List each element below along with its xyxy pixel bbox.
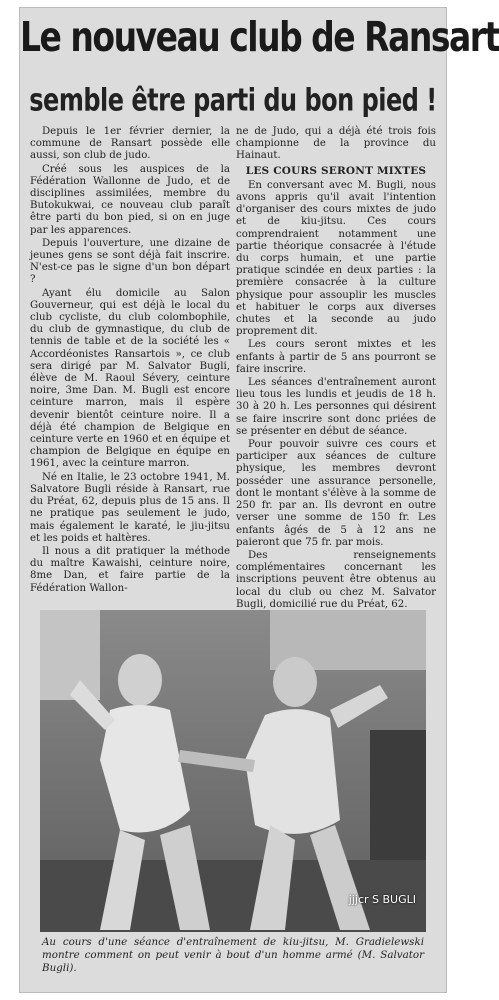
paragraph: Pour pouvoir suivre ces cours et participer aux séances de culture physique, les membres devront posséder une assurance personelle, dont le montant s'élève à la somme de 250 fr. par an. Ils devront en outre verser une somme de 150 fr. Les enfants âgés de 5 à 12 ans ne paieront que 75 fr. par mois. xyxy=(236,439,436,548)
paragraph: Né en Italie, le 23 octobre 1941, M. Salvatore Bugli réside à Ransart, rue du Préat, 62, depuis plus de 15 ans. Il ne pratique pas seulement le judo, mais également le karaté, le jiu-jitsu et les poids et haltères. xyxy=(30,471,230,544)
photo-illustration xyxy=(40,610,426,932)
paragraph: Depuis l'ouverture, une dizaine de jeunes gens se sont déjà fait inscrire. N'est-ce pas le signe d'un bon départ ? xyxy=(30,237,230,286)
paragraph: Des renseignements complémentaires concernant les inscriptions peuvent être obtenus au local du club ou chez M. Salvator Bugli, domicilié rue du Préat, 62. xyxy=(236,549,436,610)
photo-caption: Au cours d'une séance d'entraînement de kiu-jitsu, M. Gradielewski montre comment on peut venir à bout d'un homme armé (M. Salvator Bugli). xyxy=(42,936,424,974)
paragraph: Créé sous les auspices de la Fédération Wallonne de Judo, et de disciplines assimilées, membre du Butokukwai, ce nouveau club paraît être parti du bon pied, si on en juge par les apparences. xyxy=(30,163,230,236)
judo-training-photo xyxy=(40,610,426,932)
photo-credit: jjjcr S BUGLI xyxy=(348,893,416,906)
paragraph: En conversant avec M. Bugli, nous avons appris qu'il avait l'intention d'organiser des cours mixtes de judo et de kiu-jitsu. Ces cours comprendraient notamment une partie théorique consacrée à l'étude du corps humain, et une partie pratique scindée en deux parties : la première consacrée à la culture physique pour assouplir les muscles et habituer le corps aux diverses chutes et la seconde au judo proprement dit. xyxy=(236,179,436,338)
headline: Le nouveau club de Ransart xyxy=(20,12,499,61)
paragraph: Ayant élu domicile au Salon Gouverneur, qui est déjà le local du club cycliste, du club colombophile, du club de gymnastique, du club de tennis de table et de la société les « Accordéonistes Ransartois », ce club sera dirigé par M. Salvator Bugli, élève de M. Raoul Sévery, ceinture noire, 3me Dan. M. Bugli est encore ceinture marron, mais il espère devenir bientôt ceinture noire. Il a déjà été champion de Belgique en ceinture verte en 1960 et en équipe et champion de Belgique en équipe en 1961, avec la ceinture marron. xyxy=(30,287,230,470)
paragraph: Depuis le 1er février dernier, la commune de Ransart possède elle aussi, son club de judo. xyxy=(30,126,230,162)
subheadline: semble être parti du bon pied ! xyxy=(29,82,437,119)
article-column-left xyxy=(30,126,230,606)
paragraph: Les séances d'entraînement auront lieu tous les lundis et jeudis de 18 h. 30 à 20 h. Les personnes qui désirent se faire inscrire sont donc priées de se présenter en début de séance. xyxy=(236,377,436,437)
article-column-right xyxy=(236,126,436,610)
newspaper-clipping xyxy=(20,8,499,992)
paragraph: Les cours seront mixtes et les enfants à partir de 5 ans pourront se faire inscrire. xyxy=(236,339,436,375)
section-heading: LES COURS SERONT MIXTES xyxy=(245,164,427,177)
paragraph: Il nous a dit pratiquer la méthode du maître Kawaishi, ceinture noire, 8me Dan, et faire partie de la Fédération Wallon- xyxy=(30,545,230,594)
paragraph-continued: ne de Judo, qui a déjà été trois fois championne de la province du Hainaut. xyxy=(236,126,436,162)
